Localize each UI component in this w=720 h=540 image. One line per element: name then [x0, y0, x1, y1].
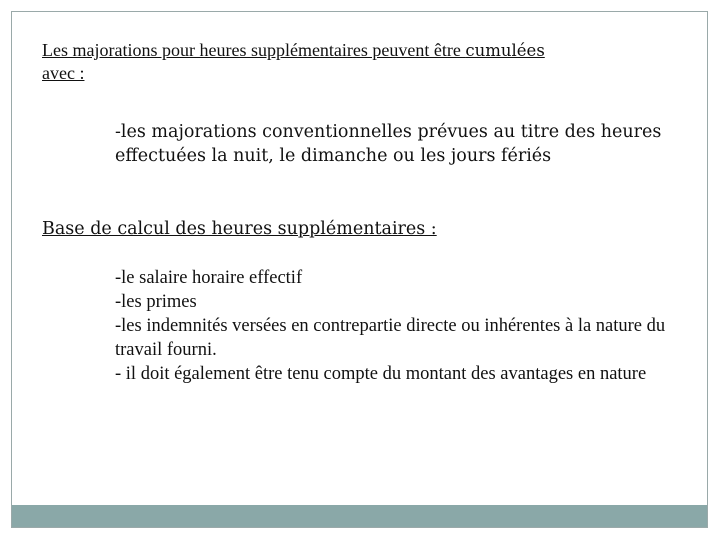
list-item: - il doit également être tenu compte du montant des avantages en nature: [115, 364, 647, 384]
intro-text-part1: Les majorations pour heures supplémentaires peuvent être: [42, 40, 466, 60]
intro-emphasis: cumulées: [465, 41, 545, 60]
list-item: -le salaire horaire effectif: [115, 268, 303, 288]
list-item: -les primes: [115, 292, 197, 312]
section-title: Base de calcul des heures supplémentaires :: [42, 219, 437, 239]
slide-frame: [11, 11, 708, 528]
calculation-base-list: [115, 266, 685, 386]
conventional-majorations-item: -les majorations conventionnelles prévues au titre des heures effectuées la nuit, le dimanche ou les jours fériés: [115, 122, 662, 166]
footer-bar: [12, 505, 707, 527]
intro-paragraph: [42, 39, 682, 85]
intro-text-part2: avec :: [42, 63, 85, 83]
list-item: -les indemnités versées en contrepartie directe ou inhérentes à la nature du travail fourni.: [115, 316, 666, 360]
